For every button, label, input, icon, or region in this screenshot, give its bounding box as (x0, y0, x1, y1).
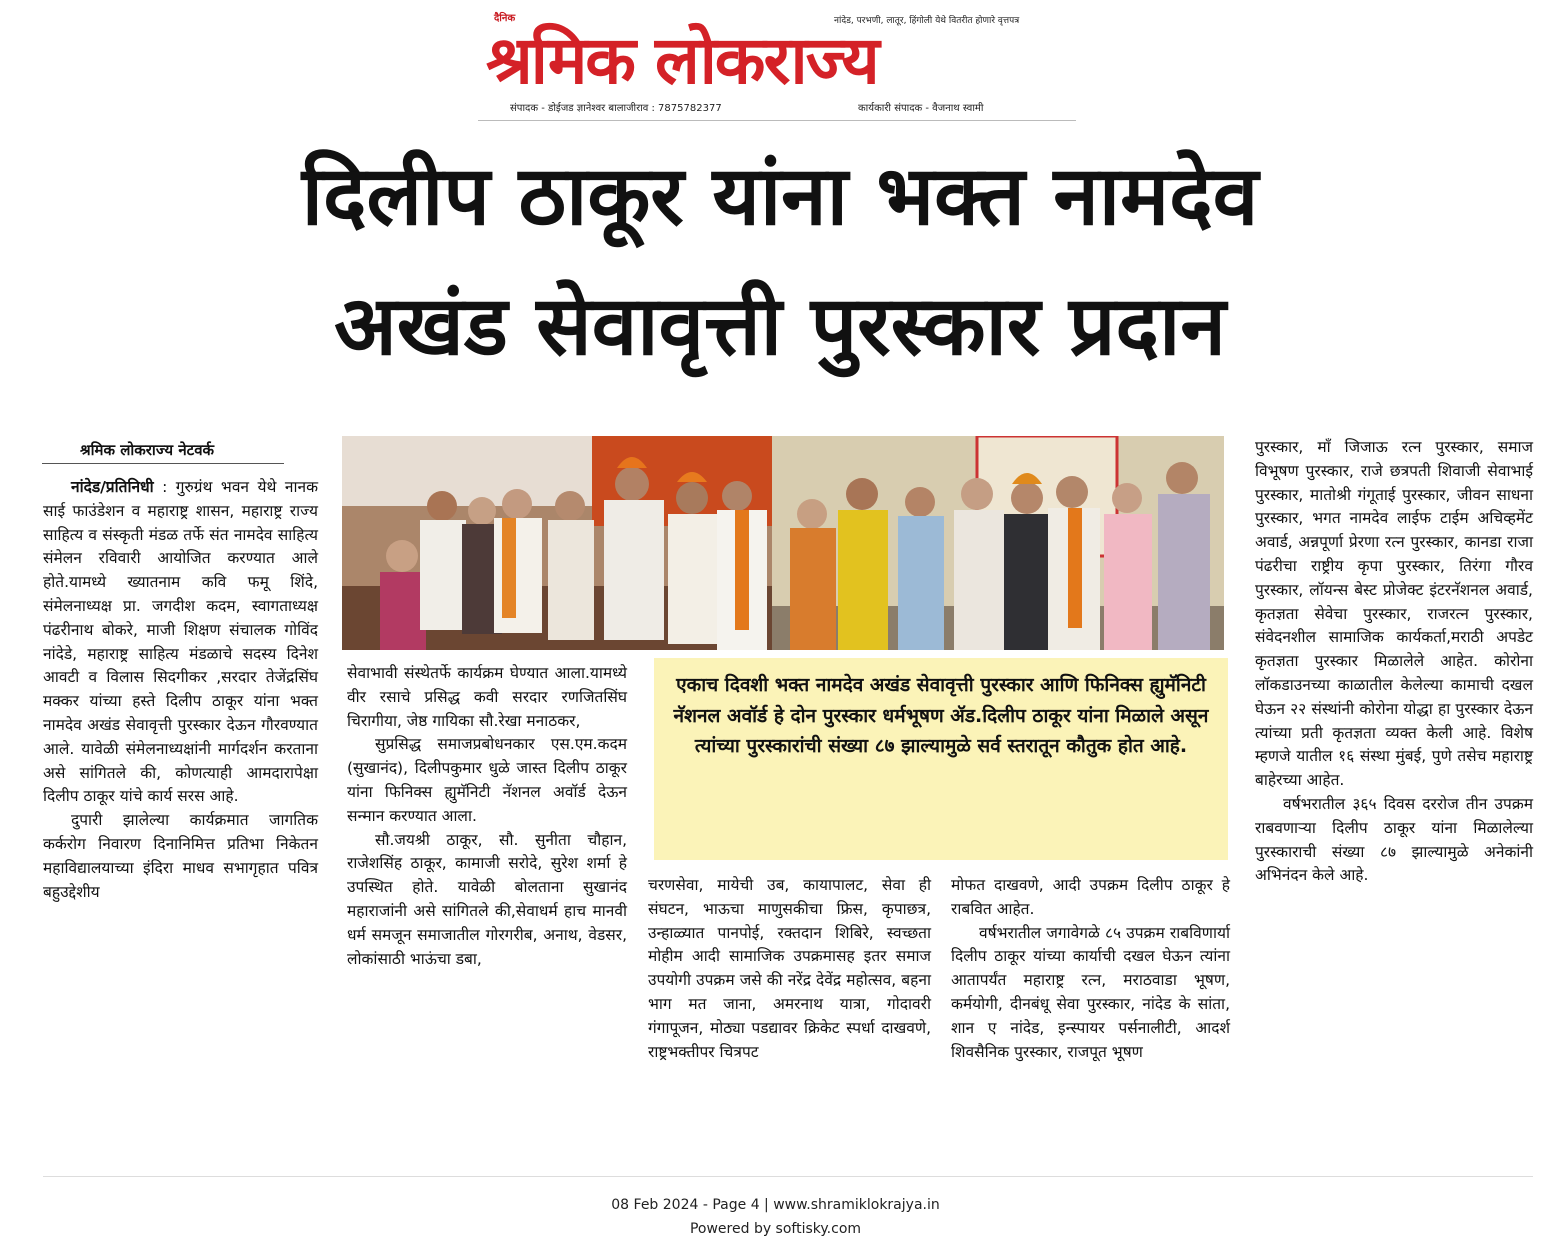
page-divider (43, 1176, 1533, 1177)
paragraph: मोफत दाखवणे, आदी उपक्रम दिलीप ठाकूर हे राबवित आहेत. (951, 876, 1230, 918)
paragraph: पुरस्कार, माँ जिजाऊ रत्न पुरस्कार, समाज विभूषण पुरस्कार, राजे छत्रपती शिवाजी सेवाभाई पुरस्कार, मातोश्री गंगूताई पुरस्कार, जीवन साधना पुरस्कार, भगत नामदेव लाईफ टाईम अचिव्हमेंट अवार्ड, अन्नपूर्णा प्रेरणा रत्न पुरस्कार, कानडा राजा पंढरीचा राष्ट्रीय कृपा पुरस्कार, तिरंगा गौरव पुरस्कार, लॉयन्स बेस्ट प्रोजेक्ट इंटरनॅशनल अवार्ड, कृतज्ञता सेवेचा पुरस्कार, राजरत्न पुरस्कार, संवेदनशील सामाजिक कार्यकर्ता,मराठी अपडेट कृतज्ञता पुरस्कार मिळालेले आहेत. कोरोना लॉकडाउनच्या काळातील केलेल्या कामाची दखल घेऊन २२ संस्थांनी कोरोना योद्धा हा पुरस्कार देऊन त्यांच्या प्रती कृतज्ञता व्यक्त केली आहे. विशेष म्हणजे यातील १६ संस्था मुंबई, पुणे तसेच महाराष्ट्र बाहेरच्या आहेत. (1255, 438, 1533, 790)
article-column-2 (347, 662, 627, 971)
byline-divider (42, 463, 284, 464)
newspaper-logo: श्रमिक लोकराज्य (486, 21, 878, 99)
editor-line: संपादक - डोईजड ज्ञानेश्वर बालाजीराव : 7875782377 (510, 103, 722, 114)
daily-label: दैनिक (494, 13, 516, 24)
event-photo-left-illustration (342, 436, 772, 650)
highlight-text: एकाच दिवशी भक्त नामदेव अखंड सेवावृत्ती पुरस्कार आणि फिनिक्स ह्युमॅनिटी नॅशनल अवॉर्ड हे दोन पुरस्कार धर्मभूषण ॲड.दिलीप ठाकूर यांना मिळाले असून त्यांच्या पुरस्कारांची संख्या ८७ झाल्यामुळे सर्व स्तरातून कौतुक होत आहे. (673, 674, 1209, 757)
paragraph: सौ.जयश्री ठाकूर, सौ. सुनीता चौहान, राजेशसिंह ठाकूर, कामाजी सरोदे, सुरेश शर्मा हे उपस्थित होते. यावेळी बोलताना सुखानंद महाराजांनी असे सांगितले की,सेवाधर्म हाच मानवी धर्म समजून समाजातील गोरगरीब, अनाथ, वेडसर, लोकांसाठी भाऊंचा डबा, (347, 830, 627, 968)
article-column-5 (1255, 436, 1533, 888)
event-photo-right-illustration (772, 436, 1224, 650)
dateline: नांदेड/प्रतिनिधी (71, 478, 154, 496)
paragraph: वर्षभरातील जगावेगळे ८५ उपक्रम राबविणार्या दिलीप ठाकूर यांच्या कार्याची दखल घेऊन त्यांना आतापर्यंत महाराष्ट्र रत्न, मराठवाडा भूषण, कर्मयोगी, दीनबंधू सेवा पुरस्कार, नांदेड के सांता, शान ए नांदेड, इन्स्पायर पर्सनालीटी, आदर्श शिवसैनिक पुरस्कार, राजपूत भूषण (951, 923, 1230, 1061)
paragraph: सुप्रसिद्ध समाजप्रबोधनकार एस.एम.कदम (सुखानंद), दिलीपकुमार धुळे जास्त दिलीप ठाकूर यांना फिनिक्स ह्युमॅनिटी नॅशनल अवॉर्ड देऊन सन्मान करण्यात आला. (347, 735, 627, 825)
event-photo-left (342, 436, 772, 650)
headline-line-2: अखंड सेवावृत्ती पुरस्कार प्रदान (334, 279, 1226, 374)
paragraph: : गुरुग्रंथ भवन येथे नानक साई फाउंडेशन व महाराष्ट्र शासन, महाराष्ट्र राज्य साहित्य व संस्कृती मंडळ तर्फे संत नामदेव साहित्य संमेलन रविवारी आयोजित करण्यात आले होते.यामध्ये ख्यातनाम कवि फमू शिंदे, संमेलनाध्यक्ष प्रा. जगदीश कदम, स्वागताध्यक्ष पंढरीनाथ बोकरे, माजी शिक्षण संचालक गोविंद नांदेडे, महाराष्ट्र साहित्य मंडळाचे सदस्य दिनेश आवटी व विलास सिदगीकर ,सरदार तेजेंद्रसिंघ मक्कर यांच्या हस्ते दिलीप ठाकूर यांना भक्त नामदेव अखंड सेवावृत्ती पुरस्कार देऊन गौरवण्यात आले. यावेळी संमेलनाध्यक्षांनी मार्गदर्शन करताना असे सांगितले की, कोणत्याही आमदारापेक्षा दिलीप ठाकूर यांचे कार्य सरस आहे. (43, 478, 318, 806)
footer-date-page: 08 Feb 2024 - Page 4 | www.shramiklokrajya.in (611, 1197, 940, 1213)
paragraph: दुपारी झालेल्या कार्यक्रमात जागतिक कर्करोग निवारण दिनानिमित्त प्रतिभा निकेतन महाविद्यालयाच्या इंदिरा माधव सभागृहात पवित्र बहुउद्देशीय (43, 811, 318, 901)
executive-editor-line: कार्यकारी संपादक - वैजनाथ स्वामी (858, 103, 984, 114)
masthead (478, 6, 1076, 121)
highlight-box (654, 658, 1228, 860)
byline-network: श्रमिक लोकराज्य नेटवर्क (80, 441, 215, 459)
paragraph: सेवाभावी संस्थेतर्फे कार्यक्रम घेण्यात आला.यामध्ये वीर रसाचे प्रसिद्ध कवी सरदार रणजितसिंघ चिरागीया, जेष्ठ गायिका सौ.रेखा मनाठकर, (347, 664, 627, 730)
headline-line-1: दिलीप ठाकूर यांना भक्त नामदेव (301, 149, 1259, 244)
article-column-4 (951, 874, 1230, 1064)
article-column-3 (648, 874, 931, 1064)
footer-powered-by: Powered by softisky.com (689, 1221, 862, 1237)
article-column-1 (43, 476, 318, 904)
masthead-tagline: नांदेड, परभणी, लातूर, हिंगोली येथे वितरीत होणारे वृत्तपत्र (834, 16, 1020, 26)
paragraph: चरणसेवा, मायेची उब, कायापालट, सेवा ही संघटन, भाऊचा माणुसकीचा फ्रिस, कृपाछत्र, उन्हाळ्यात पानपोई, रक्तदान शिबिरे, स्वच्छता मोहीम आदी सामाजिक उपक्रमासह इतर समाज उपयोगी उपक्रम जसे की नरेंद्र देवेंद्र महोत्सव, बहना भाग मत जाना, अमरनाथ यात्रा, गोदावरी गंगापूजन, मोठ्या पडद्यावर क्रिकेट स्पर्धा दाखवणे, राष्ट्रभक्तीपर चित्रपट (648, 876, 931, 1061)
event-photo-right (772, 436, 1224, 650)
paragraph: वर्षभरातील ३६५ दिवस दररोज तीन उपक्रम राबवणाऱ्या दिलीप ठाकूर यांना मिळालेल्या पुरस्काराची संख्या ८७ झाल्यामुळे अनेकांनी अभिनंदन केले आहे. (1255, 794, 1533, 885)
